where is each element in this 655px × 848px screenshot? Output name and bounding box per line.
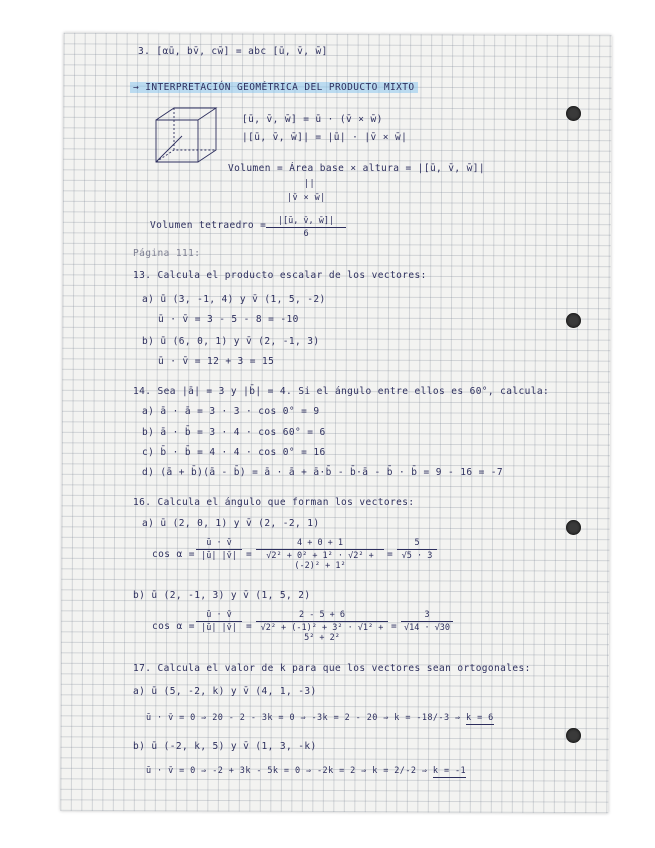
equals-sign: = — [387, 549, 394, 560]
exercise-13b: b) ū (6, 0, 1) y v̄ (2, -1, 3) — [142, 336, 320, 347]
exercise-13a-result: ū · v̄ = 3 - 5 - 8 = -10 — [158, 314, 299, 325]
exercise-16-title: 16. Calcula el ángulo que forman los vectores: — [133, 497, 415, 508]
exercise-14-title: 14. Sea |ā| = 3 y |b̄| = 4. Si el ángulo entre ellos es 60°, calcula: — [133, 386, 550, 397]
exercise-17b-work: ū · v̄ = 0 ⇒ -2 + 3k - 5k = 0 ⇒ -2k = 2 ⇒ k = 2/-2 ⇒ k = -1 — [146, 766, 467, 776]
exercise-17a: a) ū (5, -2, k) y v̄ (4, 1, -3) — [133, 686, 317, 697]
exercise-13a: a) ū (3, -1, 4) y v̄ (1, 5, -2) — [142, 294, 326, 305]
exercise-16b-frac1: $\frac{ū \cdot v̄}{|ū| |v̄|}$ — [196, 610, 242, 633]
volume-formula: Volumen = Área base × altura = |[ū, v̄, w̄]| — [228, 163, 486, 174]
binder-hole — [566, 106, 581, 121]
page-reference: Página 111: — [133, 248, 201, 259]
exercise-17b: b) ū (-2, k, 5) y v̄ (1, 3, -k) — [133, 741, 317, 752]
exercise-16a-cos: cos α = — [152, 549, 195, 560]
exercise-16b-frac3: $\frac{3}{√14 \cdot √30}$ — [401, 610, 453, 633]
volume-formula-sub: |v̄ × w̄| — [287, 193, 326, 203]
exercise-13b-result: ū · v̄ = 12 + 3 = 15 — [158, 356, 275, 367]
exercise-14d: d) (ā + b̄)(ā - b̄) = ā · ā + ā·b̄ - b̄·ā - b̄ · b̄ = 9 - 16 = -7 — [142, 467, 504, 478]
exercise-17-title: 17. Calcula el valor de k para que los vectores sean ortogonales: — [133, 663, 531, 674]
equals-sign: = — [391, 621, 398, 632]
exercise-14a: a) ā · ā = 3 · 3 · cos 0° = 9 — [142, 406, 320, 417]
mixed-product-abs: |[ū, v̄, w̄]| = |ū| · |v̄ × w̄| — [242, 132, 408, 143]
volume-formula-mark: || — [304, 179, 316, 189]
mixed-product-def: [ū, v̄, w̄] = ū · (v̄ × w̄) — [242, 114, 383, 125]
exercise-16b-cos: cos α = — [152, 621, 195, 632]
exercise-17b-answer: k = -1 — [432, 766, 467, 776]
equals-sign: = — [246, 549, 253, 560]
exercise-14b: b) ā · b̄ = 3 · 4 · cos 60° = 6 — [142, 427, 326, 438]
exercise-17a-work: ū · v̄ = 0 ⇒ 20 - 2 - 3k = 0 ⇒ -3k = 2 - 20 ⇒ k = -18/-3 ⇒ k = 6 — [146, 713, 494, 723]
exercise-16a-frac1: $\frac{ū \cdot v̄}{|ū| |v̄|}$ — [196, 538, 242, 561]
exercise-16b: b) ū (2, -1, 3) y v̄ (1, 5, 2) — [133, 590, 311, 601]
exercise-13-title: 13. Calcula el producto escalar de los vectores: — [133, 270, 427, 281]
tetra-volume-label: Volumen tetraedro = — [150, 220, 267, 231]
exercise-16a-frac3: $\frac{5}{√5 \cdot 3}$ — [397, 538, 437, 561]
exercise-16b-frac2: $\frac{2 - 5 + 6}{\text{√2² + (-1)² + 3² · √1² + 5² + 2²}}$ — [256, 610, 388, 643]
exercise-17a-answer: k = 6 — [466, 713, 494, 723]
tetra-volume-fraction: $\frac{|[ū, v̄, w̄]|}{6}$ — [266, 216, 346, 239]
equals-sign: = — [246, 621, 253, 632]
section-heading: → INTERPRETACIÓN GEOMÉTRICA DEL PRODUCTO MIXTO — [130, 82, 418, 93]
parallelepiped-sketch — [152, 106, 222, 168]
property-line: 3. [αū, bv̄, cw̄] = abc [ū, v̄, w̄] — [138, 46, 328, 57]
binder-hole — [566, 520, 581, 535]
exercise-16a-frac2: $\frac{4 + 0 + 1}{\text{√2² + 0² + 1² · √2² + (-2)² + 1²}}$ — [256, 538, 384, 571]
binder-hole — [566, 313, 581, 328]
exercise-14c: c) b̄ · b̄ = 4 · 4 · cos 0° = 16 — [142, 447, 326, 458]
binder-hole — [566, 728, 581, 743]
exercise-16a: a) ū (2, 0, 1) y v̄ (2, -2, 1) — [142, 518, 320, 529]
